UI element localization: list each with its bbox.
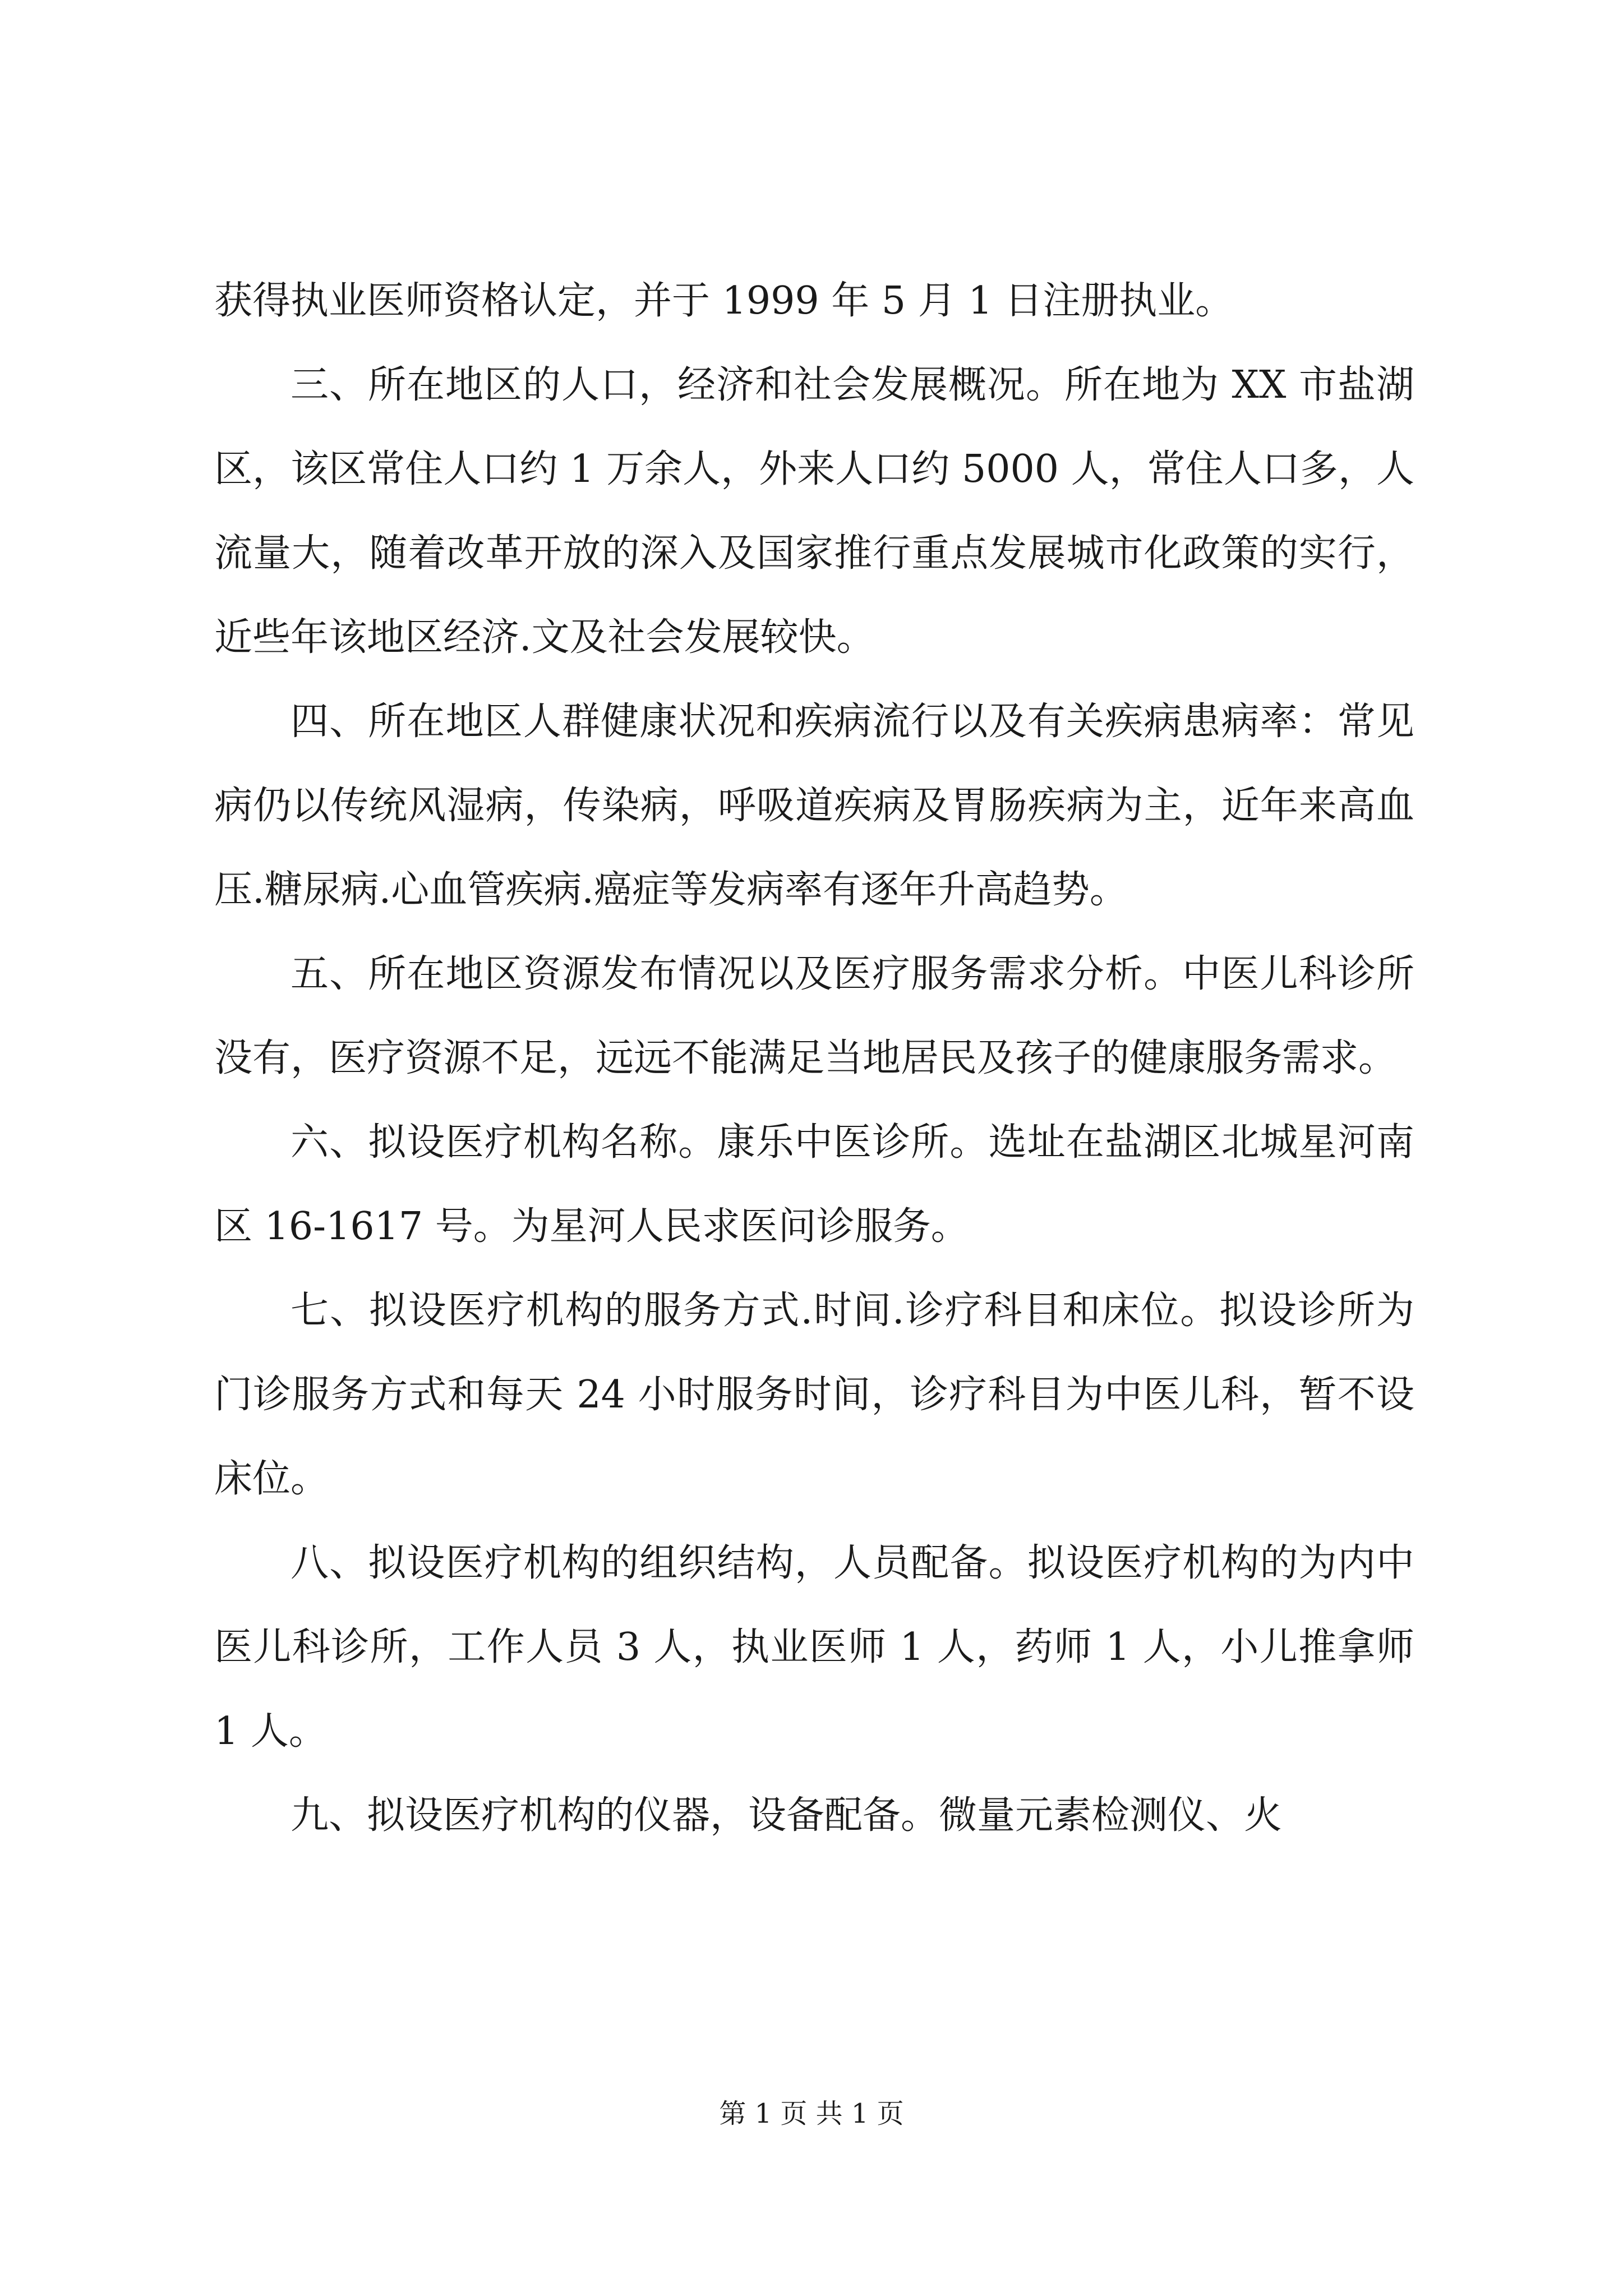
paragraph-section-7: 七、拟设医疗机构的服务方式.时间.诊疗科目和床位。拟设诊所为门诊服务方式和每天 24 小时服务时间，诊疗科目为中医儿科，暂不设床位。 <box>214 1289 1414 1501</box>
page-footer: 第 1 页 共 1 页 <box>719 2098 904 2129</box>
paragraph-section-4: 四、所在地区人群健康状况和疾病流行以及有关疾病患病率：常见病仍以传统风湿病，传染病，呼吸道疾病及胃肠疾病为主，近年来高血压.糖尿病.心血管疾病.癌症等发病率有逐年升高趋势。 <box>214 700 1414 912</box>
paragraph-section-5: 五、所在地区资源发布情况以及医疗服务需求分析。中医儿科诊所没有，医疗资源不足，远远不能满足当地居民及孩子的健康服务需求。 <box>214 952 1414 1080</box>
paragraph-section-3: 三、所在地区的人口，经济和社会发展概况。所在地为 XX 市盐湖区，该区常住人口约 1 万余人，外来人口约 5000 人，常住人口多，人流量大，随着改革开放的深入及国家推行重点发展城市化政策的实行，近些年该地区经济.文及社会发展较快。 <box>214 363 1414 660</box>
paragraph-section-8: 八、拟设医疗机构的组织结构，人员配备。拟设医疗机构的为内中医儿科诊所，工作人员 3 人，执业医师 1 人，药师 1 人，小儿推拿师 1 人。 <box>214 1541 1414 1754</box>
paragraph-continuation: 获得执业医师资格认定，并于 1999 年 5 月 1 日注册执业。 <box>214 279 1234 323</box>
document-body <box>214 259 1414 1858</box>
paragraph-section-9: 九、拟设医疗机构的仪器，设备配备。微量元素检测仪、火 <box>291 1793 1283 1838</box>
paragraph-section-6: 六、拟设医疗机构名称。康乐中医诊所。选址在盐湖区北城星河南区 16-1617 号。为星河人民求医问诊服务。 <box>214 1120 1414 1249</box>
